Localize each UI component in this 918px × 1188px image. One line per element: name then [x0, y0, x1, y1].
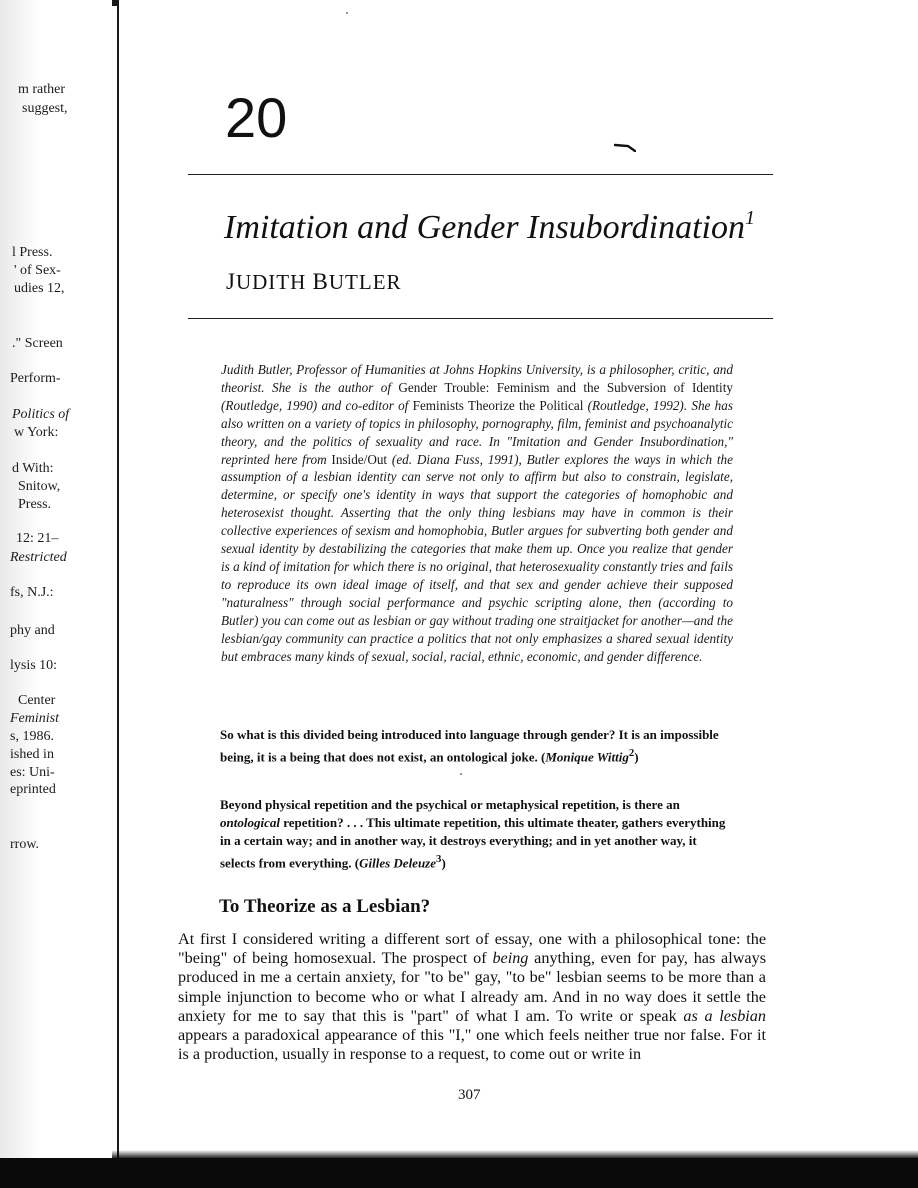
margin-line: Restricted — [10, 550, 67, 565]
epigraph-text: repetition? . . . This ultimate repetition, this ultimate theater, gathers everything in a certain way; and in another way, it destroys everything; and in yet another way, it selects from everything. ( — [220, 815, 726, 871]
chapter-number: 20 — [225, 86, 288, 149]
epigraph-note-ref: 2 — [628, 747, 635, 759]
margin-line: Center — [18, 693, 56, 708]
body-paragraph — [178, 930, 766, 1064]
epigraph-text: So what is this divided being introduced into language through gender? It is an impossible being, it is a being that does not exist, an ontological joke. ( — [220, 727, 719, 765]
epigraph-note-ref: 3 — [436, 853, 442, 865]
scan-speck — [460, 773, 462, 775]
margin-line: Politics of — [12, 407, 70, 422]
article-title — [224, 196, 755, 250]
abstract-segment: (ed. Diana Fuss, 1991), Butler explores the ways in which the assumption of a lesbian identity can serve not only to affirm but also to constrain, legislate, determine, or specify one's identity in ways that support the categories of homophobic and heterosexist thought. Asserting that the only thing lesbians may have in common is their collective experiences of sexism and homophobia, Butler argues for subverting both gender and sexual identity by destabilizing the categories that make them up. Once you realize that gender is a kind of imitation for which there is no original, that heterosexuality constantly tries and fails to reproduce its own ideal image of itself, and that sex and gender achieve their supposed "naturalness" through social performance and psychic scripting alone, then (according to Butler) you can come out as lesbian or gay without trading one straitjacket for another—and the lesbian/gay community can practice a politics that not only emphasizes a shared sexual identity but embraces many kinds of sexual, social, racial, ethnic, economic, and gender difference. — [221, 451, 733, 664]
epigraph-source: Monique Wittig — [545, 749, 629, 765]
epigraph-source: Gilles Deleuze — [359, 855, 437, 871]
margin-line: rrow. — [10, 837, 40, 852]
page-number: 307 — [458, 1087, 481, 1103]
margin-line: fs, N.J.: — [10, 585, 54, 600]
margin-line: 12: 21– — [16, 531, 59, 546]
title-top-rule — [188, 174, 773, 175]
body-segment: At first I considered writing a different sort of essay, one with a philosophical tone: the "being" of being homosexual. The prospect of — [178, 930, 766, 968]
title-note-ref: 1 — [745, 207, 755, 229]
epigraph-deleuze — [220, 796, 732, 872]
margin-line: suggest, — [22, 101, 68, 116]
margin-line: es: Uni- — [10, 765, 55, 780]
author-name — [226, 268, 402, 296]
body-segment: appears a paradoxical appearance of this "I," one which feels neither true nor false. For it is a production, usually in response to a request, to come out or write in — [178, 1026, 766, 1064]
margin-line: ished in — [10, 747, 54, 762]
body-emphasis: as a lesbian — [683, 1006, 766, 1025]
abstract-segment: (Routledge, 1992). She has also written on a variety of topics in philosophy, pornography, film, feminist and psychoanalytic theory, and the politics of sexuality and race. In "Imitation and Gender Insubordination," reprinted here from — [221, 397, 733, 467]
author-first-initial: J — [226, 269, 236, 294]
pen-mark-icon — [614, 142, 636, 152]
section-heading: To Theorize as a Lesbian? — [219, 896, 431, 917]
margin-line: l Press. — [12, 245, 53, 260]
scan-speck — [346, 12, 348, 14]
margin-line: Snitow, — [18, 479, 61, 494]
abstract-segment: Judith Butler, Professor of Humanities at Johns Hopkins University, is a philosopher, critic, and theorist. She is the author of — [221, 362, 733, 395]
scan-bottom-band — [0, 1158, 918, 1188]
margin-line: eprinted — [10, 782, 56, 797]
book-title: Feminists Theorize the Political — [412, 397, 584, 413]
epigraph-italic-word: ontological — [220, 815, 280, 830]
body-emphasis: being — [492, 949, 529, 968]
abstract-segment: (Routledge, 1990) and co-editor of — [221, 397, 413, 413]
body-segment: anything, even for pay, has always produced in me a certain anxiety, for "to be" gay, "to be" lesbian seems to be more than a simple injunction to become who or what I already am. And in no way does it settle the anxiety for me to say that this is "part" of what I am. To write or speak — [178, 949, 766, 1025]
author-last-rest: UTLER — [328, 270, 402, 294]
book-binding-tick — [112, 0, 119, 6]
author-bottom-rule — [188, 318, 773, 319]
abstract-paragraph — [221, 361, 733, 665]
author-last-initial: B — [312, 269, 329, 294]
margin-line: Press. — [18, 497, 52, 512]
margin-line: d With: — [12, 461, 54, 476]
book-title: Gender Trouble: Feminism and the Subversion of Identity — [398, 379, 733, 395]
author-first-rest: UDITH — [235, 270, 307, 294]
margin-line: ' of Sex- — [14, 263, 61, 278]
margin-line: Perform- — [10, 371, 61, 386]
margin-line: w York: — [14, 425, 59, 440]
article-title-text: Imitation and Gender Insubordination — [224, 209, 745, 246]
margin-line: udies 12, — [14, 281, 65, 296]
epigraph-close: ) — [634, 749, 639, 765]
epigraph-close: ) — [441, 855, 446, 871]
epigraph-wittig — [220, 726, 732, 766]
epigraph-text: Beyond physical repetition and the psychical or metaphysical repetition, is there an — [220, 797, 680, 812]
margin-line: Feminist — [10, 711, 59, 726]
margin-line: ." Screen — [12, 336, 63, 351]
book-title: Inside/Out — [331, 451, 388, 467]
margin-line: m rather — [18, 82, 66, 97]
margin-line: lysis 10: — [10, 658, 58, 673]
margin-line: phy and — [10, 623, 55, 638]
book-binding-line — [117, 0, 119, 1160]
margin-line: s, 1986. — [10, 729, 54, 744]
